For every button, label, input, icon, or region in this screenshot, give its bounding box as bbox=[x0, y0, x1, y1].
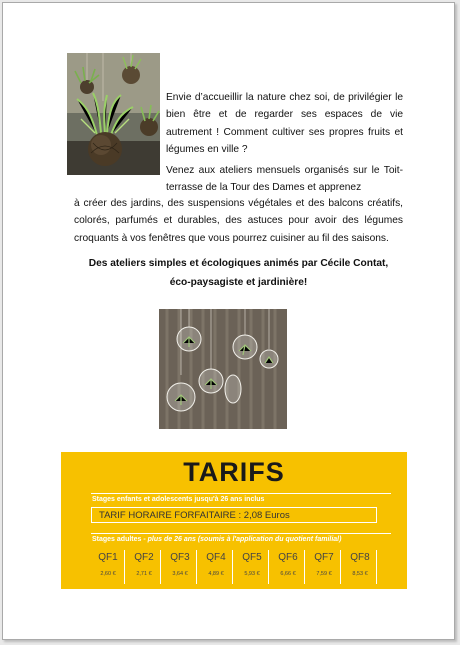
quotient-cell bbox=[343, 550, 377, 584]
workshop-host-line-1: Des ateliers simples et écologiques animés par Cécile Contat, bbox=[88, 258, 389, 269]
quotient-name: QF5 bbox=[242, 552, 262, 563]
quotient-name: QF2 bbox=[134, 552, 154, 563]
quotient-name: QF3 bbox=[170, 552, 190, 563]
quotient-name: QF4 bbox=[206, 552, 226, 563]
quotient-name: QF7 bbox=[314, 552, 334, 563]
kids-label: Stages enfants et adolescents jusqu'à 26 ans inclus bbox=[92, 496, 265, 503]
hourly-rate: TARIF HORAIRE FORFAITAIRE : 2,08 Euros bbox=[99, 510, 290, 521]
intro-paragraph-2-start: Venez aux ateliers mensuels organisés sur le Toit-terrasse de la Tour des Dames et apprenez bbox=[166, 165, 403, 194]
quotient-price: 2,71 € bbox=[136, 571, 152, 577]
quotient-cell bbox=[307, 550, 341, 584]
hourly-rate-box bbox=[91, 507, 377, 523]
quotient-price: 2,60 € bbox=[100, 571, 116, 577]
quotient-price: 8,53 € bbox=[352, 571, 368, 577]
divider bbox=[91, 533, 391, 534]
workshop-host-line-2: éco-paysagiste et jardinière! bbox=[169, 277, 308, 288]
divider bbox=[91, 493, 391, 494]
quotient-cell bbox=[127, 550, 161, 584]
tarifs-title: TARIFS bbox=[183, 457, 285, 487]
adults-label: Stages adultes bbox=[92, 536, 142, 543]
document-page bbox=[2, 2, 455, 640]
quotient-price: 4,89 € bbox=[208, 571, 224, 577]
quotient-cell bbox=[199, 550, 233, 584]
quotient-cell bbox=[91, 550, 125, 584]
quotient-cell bbox=[271, 550, 305, 584]
quotient-cell bbox=[163, 550, 197, 584]
quotient-price: 6,66 € bbox=[280, 571, 296, 577]
quotient-name: QF1 bbox=[98, 552, 118, 563]
adults-label-row bbox=[92, 536, 341, 543]
quotient-table bbox=[91, 550, 377, 584]
quotient-cell bbox=[235, 550, 269, 584]
tarifs-panel bbox=[61, 452, 407, 589]
kokedama-photo bbox=[67, 53, 160, 175]
quotient-name: QF8 bbox=[350, 552, 370, 563]
quotient-price: 3,64 € bbox=[172, 571, 188, 577]
quotient-price: 5,93 € bbox=[244, 571, 260, 577]
intro-paragraph-2-end: à créer des jardins, des suspensions végétales et des balcons créatifs, colorés, parfumés et durables, des astuces pour avoir des légumes croquants à vos fenêtres que vous pourrez cuisiner au fil des saisons. bbox=[74, 198, 403, 244]
terrarium-photo bbox=[159, 309, 287, 429]
quotient-name: QF6 bbox=[278, 552, 298, 563]
intro-paragraph-1: Envie d’accueillir la nature chez soi, de privilégier le bien être et de regarder ses espaces de vie autrement ! Comment cultiver ses propres fruits et légumes en ville ? bbox=[166, 92, 403, 156]
adults-note: - plus de 26 ans (soumis à l'application du quotient familial) bbox=[143, 536, 342, 543]
quotient-price: 7,59 € bbox=[316, 571, 332, 577]
